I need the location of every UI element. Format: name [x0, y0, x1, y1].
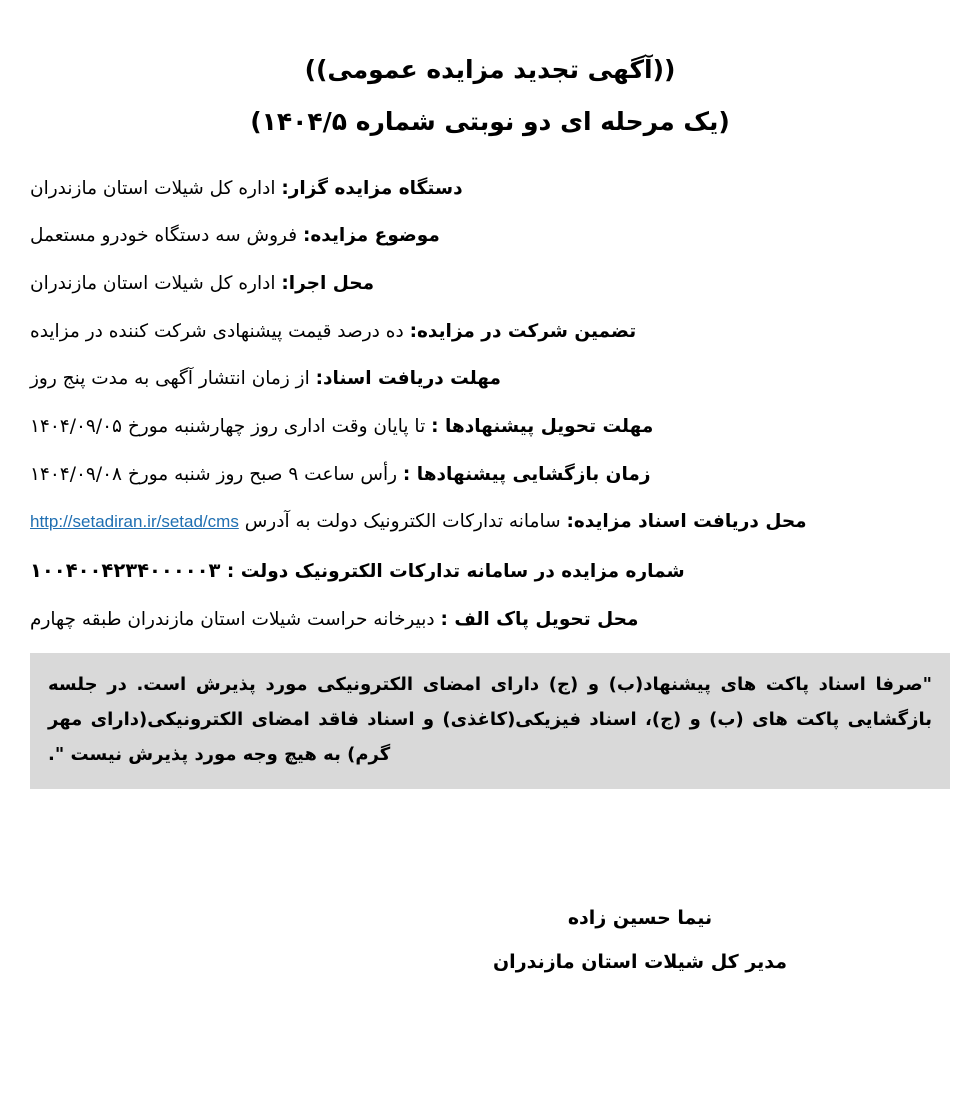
field-envelope-a-delivery-location [30, 606, 950, 635]
setadiran-url-link[interactable]: http://setadiran.ir/setad/cms [30, 512, 239, 532]
page-subtitle: (یک مرحله ای دو نوبتی شماره ۱۴۰۴/۵) [250, 107, 730, 137]
field-value: اداره کل شیلات استان مازندران [30, 272, 282, 294]
field-label: تضمین شرکت در مزایده: [409, 320, 637, 342]
field-value: ۱۰۰۴۰۰۴۲۳۴۰۰۰۰۰۳ [30, 558, 221, 582]
field-value: فروش سه دستگاه خودرو مستعمل [30, 225, 303, 247]
field-value: سامانه تدارکات الکترونیک دولت به آدرس [238, 511, 567, 533]
field-document-receipt-deadline [30, 365, 950, 394]
field-proposal-opening-time [30, 461, 950, 490]
field-label: مهلت دریافت اسناد: [315, 368, 501, 390]
document-title-block [30, 0, 950, 141]
page-title: ((آگهی تجدید مزایده عمومی)) [304, 55, 676, 84]
field-value: اداره کل شیلات استان مازندران [30, 177, 282, 199]
field-label: شماره مزایده در سامانه تدارکات الکترونیک دولت : [220, 560, 685, 582]
field-participation-guarantee [30, 318, 950, 347]
highlighted-notice: "صرفا اسناد پاکت های پیشنهاد(ب) و (ج) دارای امضای الکترونیکی مورد پذیرش است. در جلسه بازگشایی پاکت های (ب) و (ج)، اسناد فیزیکی(کاغذی) و اسناد فاقد امضای الکترونیکی(دارای مهر گرم) به هیچ وجه مورد پذیرش نیست ". [30, 653, 950, 788]
signature-block [30, 907, 950, 973]
field-value: ده درصد قیمت پیشنهادی شرکت کننده در مزایده [30, 320, 410, 342]
field-auction-system-number [30, 556, 950, 587]
field-execution-location [30, 270, 950, 299]
field-label: مهلت تحویل پیشنهادها : [431, 415, 654, 437]
field-label: محل اجرا: [281, 272, 375, 294]
field-label: زمان بازگشایی پیشنهادها : [402, 463, 651, 485]
field-label: محل تحویل پاک الف : [440, 608, 639, 630]
field-label: موضوع مزایده: [302, 225, 440, 247]
field-proposal-submission-deadline [30, 413, 950, 442]
field-value: تا پایان وقت اداری روز چهارشنبه مورخ ۱۴۰۴/۰۹/۰۵ [30, 415, 432, 437]
field-value: رأس ساعت ۹ صبح روز شنبه مورخ ۱۴۰۴/۰۹/۰۸ [30, 463, 403, 485]
field-auctioning-authority [30, 175, 950, 204]
field-value: دبیرخانه حراست شیلات استان مازندران طبقه چهارم [30, 608, 441, 630]
field-label: محل دریافت اسناد مزایده: [566, 511, 807, 533]
field-label: دستگاه مزایده گزار: [281, 177, 463, 199]
signatory-role: مدیر کل شیلات استان مازندران [492, 950, 788, 973]
field-value: از زمان انتشار آگهی به مدت پنج روز [30, 368, 316, 390]
field-documents-source [30, 508, 950, 537]
details-list [30, 175, 950, 635]
field-auction-subject [30, 222, 950, 251]
signatory-name: نیما حسین زاده [567, 906, 713, 929]
